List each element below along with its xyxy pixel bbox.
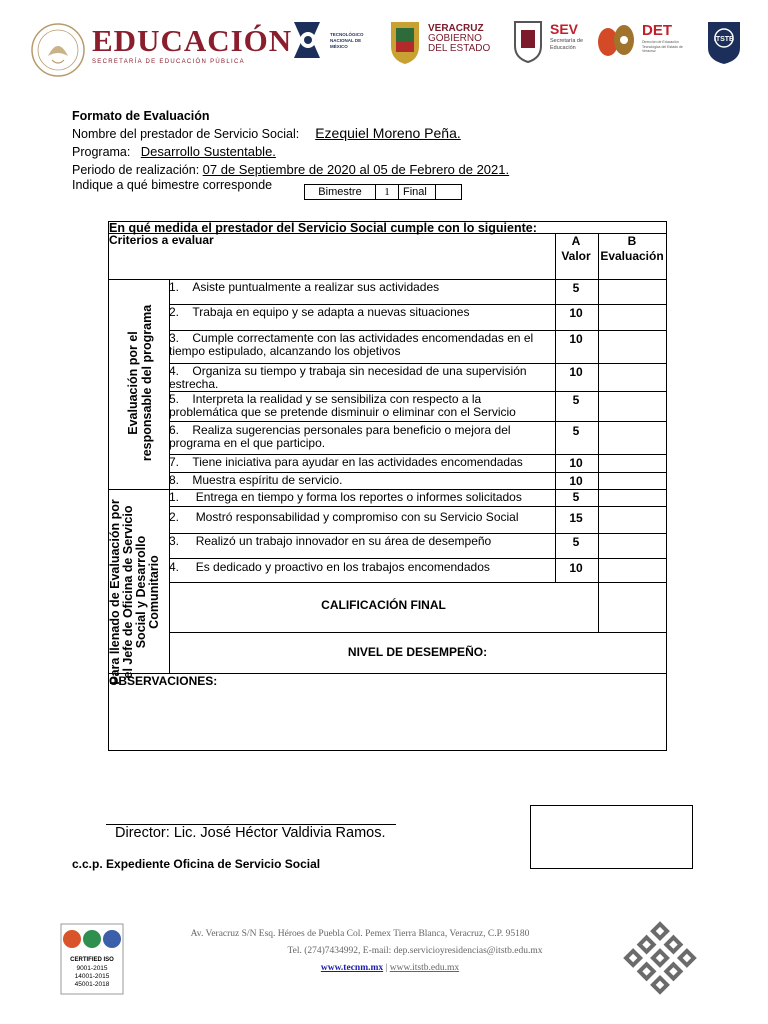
section2-label: Para llenado de Evaluación por el Jefe de Oficina de Servicio Social y Desarrollo Comunitario [108, 499, 161, 685]
section1-label: Evaluación por el responsable del programa [126, 304, 154, 462]
col-b-header: B Evaluación [600, 234, 664, 263]
name-value: Ezequiel Moreno Peña. [315, 125, 461, 141]
mexico-seal-icon [30, 22, 86, 78]
name-line [72, 125, 509, 143]
tecnm-link[interactable]: www.tecnm.mx [320, 963, 384, 973]
criterion-value: 5 [572, 424, 580, 438]
bimester-box [304, 184, 462, 200]
observations-label: OBSERVACIONES: [109, 674, 218, 688]
criterion-row: 6. Realiza sugerencias personales para beneficio o mejora del programa en el que participo. [169, 423, 511, 450]
veracruz-logo [388, 18, 491, 71]
bimester-value[interactable]: 1 [375, 185, 399, 199]
criterion-value: 10 [569, 365, 583, 379]
period-value: 07 de Septiembre de 2020 al 05 de Febrero de 2021. [202, 162, 510, 177]
det-label: DET [642, 22, 672, 39]
period-label: Periodo de realización: [72, 163, 200, 177]
tecnm-logo [290, 18, 364, 67]
brand-subtitle: SECRETARÍA DE EDUCACIÓN PÚBLICA [92, 59, 245, 65]
evaluation-table [108, 221, 667, 751]
program-label: Programa: [72, 145, 131, 159]
criterion-value: 5 [572, 281, 580, 295]
itstb-link[interactable]: www.itstb.edu.mx [389, 963, 460, 973]
footer-contact: Tel. (274)7434992, E-mail: dep.servicioyresidencias@itstb.edu.mx [287, 946, 543, 956]
footer-address: Av. Veracruz S/N Esq. Héroes de Puebla Col. Pemex Tierra Blanca, Veracruz, C.P. 95180 [190, 929, 530, 939]
ccp-text: c.c.p. Expediente Oficina de Servicio Social [72, 857, 321, 871]
criterion-row: 4. Es dedicado y proactivo en los trabajos encomendados [169, 560, 490, 574]
criterion-row: 3. Realizó un trabajo innovador en su área de desempeño [169, 534, 492, 548]
criterion-value: 10 [569, 306, 583, 320]
criterion-row: 5. Interpreta la realidad y se sensibiliza con respecto a la problemática que se pretende disminuir o eliminar con el Servicio [169, 392, 516, 419]
iso-line3: 45001-2018 [74, 981, 110, 988]
iso-title: CERTIFIED ISO [70, 957, 114, 963]
criterion-value: 10 [569, 332, 583, 346]
tecnm-text: TECNOLÓGICO NACIONAL DE MÉXICO [330, 32, 364, 49]
iso-line1: 9001-2015 [76, 965, 108, 972]
page-header [0, 0, 768, 90]
veracruz-text: VERACRUZ GOBIERNO DEL ESTADO [428, 23, 491, 54]
criterion-value: 10 [569, 456, 583, 470]
table-heading: En qué medida el prestador del Servicio Social cumple con lo siguiente: [109, 221, 537, 235]
criterion-value: 5 [572, 490, 580, 504]
det-leaf-icon [596, 20, 640, 60]
det-logo [596, 20, 683, 65]
sev-sub: Secretaría de Educación [550, 38, 584, 51]
final-grade-label: CALIFICACIÓN FINAL [321, 598, 446, 612]
criterion-row: 1. Entrega en tiempo y forma los reportes o informes solicitados [169, 490, 522, 504]
criterion-row: 2. Mostró responsabilidad y compromiso con su Servicio Social [169, 510, 519, 524]
bimester-prompt: Indique a qué bimestre corresponde [72, 178, 273, 192]
form-title: Formato de Evaluación [72, 109, 210, 123]
knot-pattern-icon [620, 918, 700, 998]
program-value: Desarrollo Sustentable. [140, 144, 276, 159]
criterion-value: 5 [572, 393, 580, 407]
veracruz-shield-icon [388, 18, 422, 66]
criterion-value: 5 [572, 535, 580, 549]
iso-line2: 14001-2015 [74, 973, 110, 980]
brand-title: EDUCACIÓN [92, 23, 293, 58]
final-checkbox[interactable] [435, 185, 461, 199]
criterion-value: 10 [569, 561, 583, 575]
criterion-row: 7. Tiene iniciativa para ayudar en las actividades encomendadas [169, 455, 523, 469]
footer-address-block [140, 926, 580, 977]
criterion-value: 10 [569, 474, 583, 488]
det-sub: Dirección de Educación Tecnológica del Estado de Veracruz [642, 40, 683, 53]
bimester-label: Bimestre [318, 186, 362, 198]
iso-certification-icon [60, 923, 124, 995]
sev-logo [512, 16, 584, 69]
name-label: Nombre del prestador de Servicio Social: [72, 127, 300, 141]
itstb-label: ITSTB [713, 36, 735, 43]
criterion-row: 8. Muestra espíritu de servicio. [169, 473, 343, 487]
period-line [72, 161, 509, 179]
tecnm-gear-icon [290, 18, 326, 62]
final-label: Final [403, 186, 427, 198]
program-line [72, 143, 509, 161]
sev-label: SEV [550, 21, 579, 37]
performance-label: NIVEL DE DESEMPEÑO: [347, 645, 488, 659]
footer-links: www.tecnm.mx | www.itstb.edu.mx [320, 963, 460, 973]
form-header [72, 108, 509, 191]
sev-shield-icon [512, 16, 544, 64]
col-a-header: A Valor [561, 234, 591, 263]
itstb-shield-icon [704, 18, 744, 66]
director-name: Director: Lic. José Héctor Valdivia Ramos. [115, 825, 386, 841]
criterion-row: 3. Cumple correctamente con las actividades encomendadas en el tiempo estipulado, alcanzando los objetivos [169, 331, 534, 358]
stamp-box [530, 805, 693, 869]
criteria-header: Criterios a evaluar [109, 233, 214, 247]
criterion-row: 2. Trabaja en equipo y se adapta a nuevas situaciones [169, 305, 470, 319]
criterion-row: 1. Asiste puntualmente a realizar sus actividades [169, 280, 440, 294]
brand-block [92, 24, 292, 65]
criterion-value: 15 [569, 511, 583, 525]
criterion-row: 4. Organiza su tiempo y trabaja sin necesidad de una supervisión estrecha. [169, 364, 527, 391]
